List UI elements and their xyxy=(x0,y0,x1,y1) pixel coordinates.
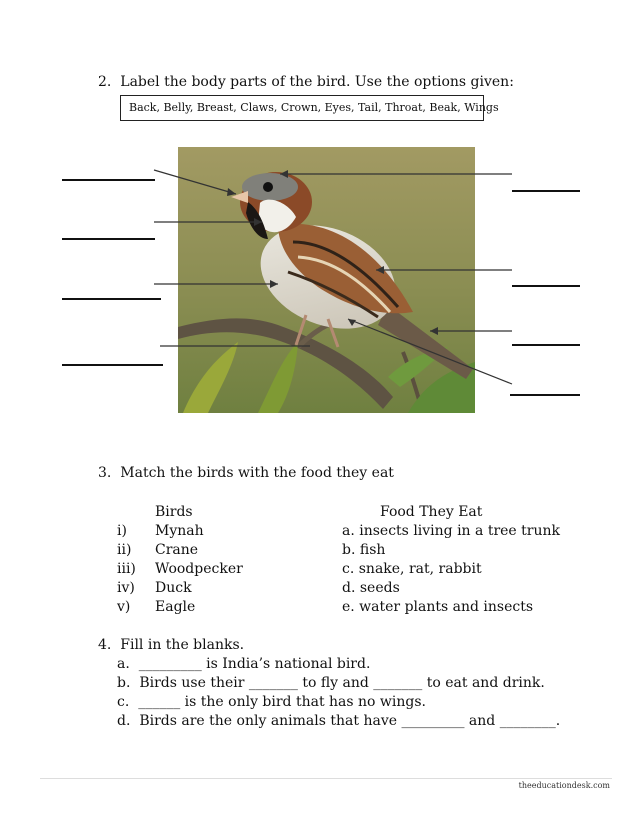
word-options: Back, Belly, Breast, Claws, Crown, Eyes, Tail, Throat, Beak, Wings xyxy=(129,101,499,114)
label-answer-line[interactable] xyxy=(62,298,161,300)
fill-blank-item xyxy=(117,713,560,729)
fill-blank-letter: b. xyxy=(117,675,131,691)
label-answer-line[interactable] xyxy=(510,394,580,396)
match-bird: Duck xyxy=(155,580,192,596)
footer-divider xyxy=(40,778,612,779)
q3-number: 3. xyxy=(98,465,112,481)
q2-number: 2. xyxy=(98,74,112,90)
match-roman: v) xyxy=(117,599,131,615)
footer-site: theeducationdesk.com xyxy=(518,781,610,790)
match-roman: ii) xyxy=(117,542,132,558)
match-roman: iv) xyxy=(117,580,135,596)
match-bird: Mynah xyxy=(155,523,204,539)
match-food: d. seeds xyxy=(342,580,400,596)
label-answer-line[interactable] xyxy=(62,238,155,240)
label-answer-line[interactable] xyxy=(62,179,155,181)
fill-blank-sentence: Birds are the only animals that have _________ and ________. xyxy=(139,713,561,729)
label-answer-line[interactable] xyxy=(512,344,580,346)
match-bird: Woodpecker xyxy=(155,561,243,577)
q3-prompt: Match the birds with the food they eat xyxy=(120,465,394,481)
label-answer-line[interactable] xyxy=(62,364,163,366)
q4-number: 4. xyxy=(98,637,112,653)
match-food: c. snake, rat, rabbit xyxy=(342,561,482,577)
fill-blank-item xyxy=(117,694,426,710)
q2-prompt: Label the body parts of the bird. Use the options given: xyxy=(120,74,514,90)
fill-blank-letter: d. xyxy=(117,713,131,729)
fill-blank-item xyxy=(117,656,370,672)
match-food: e. water plants and insects xyxy=(342,599,534,615)
fill-blank-sentence: ______ is the only bird that has no wings. xyxy=(138,694,427,710)
label-answer-line[interactable] xyxy=(512,285,580,287)
fill-blank-item xyxy=(117,675,545,691)
fill-blank-sentence: Birds use their _______ to fly and _______ to eat and drink. xyxy=(139,675,545,691)
match-bird: Crane xyxy=(155,542,199,558)
fill-blank-sentence: _________ is India’s national bird. xyxy=(138,656,371,672)
match-roman: iii) xyxy=(117,561,136,577)
match-bird: Eagle xyxy=(155,599,196,615)
match-roman: i) xyxy=(117,523,127,539)
food-column-header: Food They Eat xyxy=(380,504,483,520)
birds-column-header: Birds xyxy=(155,504,193,520)
q4-prompt: Fill in the blanks. xyxy=(120,637,245,653)
label-answer-line[interactable] xyxy=(512,190,580,192)
match-food: a. insects living in a tree trunk xyxy=(342,523,560,539)
q4-heading xyxy=(98,637,244,653)
fill-blank-letter: c. xyxy=(117,694,130,710)
fill-blank-letter: a. xyxy=(117,656,130,672)
q3-heading xyxy=(98,465,394,481)
match-food: b. fish xyxy=(342,542,386,558)
